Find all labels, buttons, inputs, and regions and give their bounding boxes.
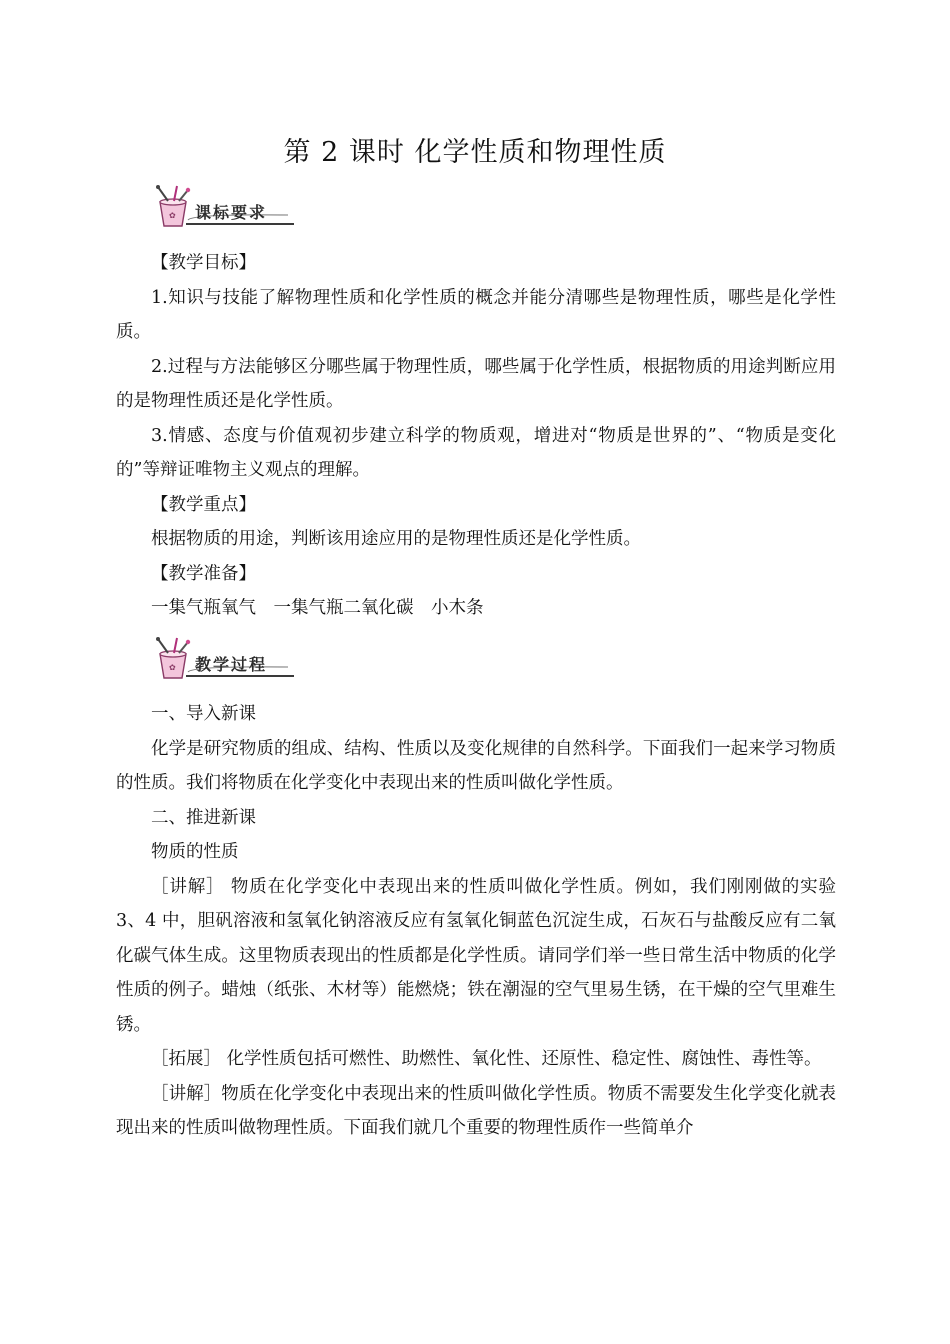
standards-content <box>116 246 836 626</box>
section-banner-standards <box>148 184 298 232</box>
paragraph-goal-2: 2.过程与方法能够区分哪些属于物理性质，哪些属于化学性质，根据物质的用途判断应用的是物理性质还是化学性质。 <box>116 356 836 411</box>
process-content <box>116 697 836 1146</box>
page-title: 第 2 课时 化学性质和物理性质 <box>283 137 667 168</box>
svg-text:✿: ✿ <box>169 663 176 672</box>
paragraph-extension: ［拓展］ 化学性质包括可燃性、助燃性、氧化性、还原性、稳定性、腐蚀性、毒性等。 <box>151 1049 822 1069</box>
section-banner-label: 教学过程 <box>195 655 268 674</box>
heading-teaching-goals: 【教学目标】 <box>151 253 256 273</box>
section-banner-process <box>148 636 298 684</box>
section-banner-label: 课标要求 <box>195 203 268 222</box>
heading-intro: 一、导入新课 <box>151 704 256 724</box>
paragraph-lecture-1: ［讲解］ 物质在化学变化中表现出来的性质叫做化学性质。例如，我们刚刚做的实验 3、4 中，胆矾溶液和氢氧化钠溶液反应有氢氧化铜蓝色沉淀生成，石灰石与盐酸反应有二氧化碳气体生成。这里物质表现出的性质都是化学性质。请同学们举一些日常生活中物质的化学性质的例子。蜡烛（纸张、木材等）能燃烧；铁在潮湿的空气里易生锈，在干燥的空气里难生锈。 <box>116 876 836 1035</box>
heading-new-lesson: 二、推进新课 <box>151 807 256 828</box>
paragraph-goal-1: 1.知识与技能了解物理性质和化学性质的概念并能分清哪些是物理性质，哪些是化学性质。 <box>116 287 836 342</box>
heading-teaching-focus: 【教学重点】 <box>151 494 256 515</box>
svg-text:✿: ✿ <box>169 211 176 220</box>
paragraph-lecture-2: ［讲解］物质在化学变化中表现出来的性质叫做化学性质。物质不需要发生化学变化就表现出来的性质叫做物理性质。下面我们就几个重要的物理性质作一些简单介 <box>116 1083 836 1138</box>
paragraph-goal-3: 3.情感、态度与价值观初步建立科学的物质观，增进对“物质是世界的”、“物质是变化的”等辩证唯物主义观点的理解。 <box>116 425 836 480</box>
paragraph-focus: 根据物质的用途，判断该用途应用的是物理性质还是化学性质。 <box>151 529 641 549</box>
paragraph-prep: 一集气瓶氧气 一集气瓶二氧化碳 小木条 <box>151 598 484 618</box>
heading-properties: 物质的性质 <box>151 842 239 862</box>
heading-teaching-prep: 【教学准备】 <box>151 563 256 584</box>
paragraph-intro: 化学是研究物质的组成、结构、性质以及变化规律的自然科学。下面我们一起来学习物质的性质。我们将物质在化学变化中表现出来的性质叫做化学性质。 <box>116 738 836 793</box>
